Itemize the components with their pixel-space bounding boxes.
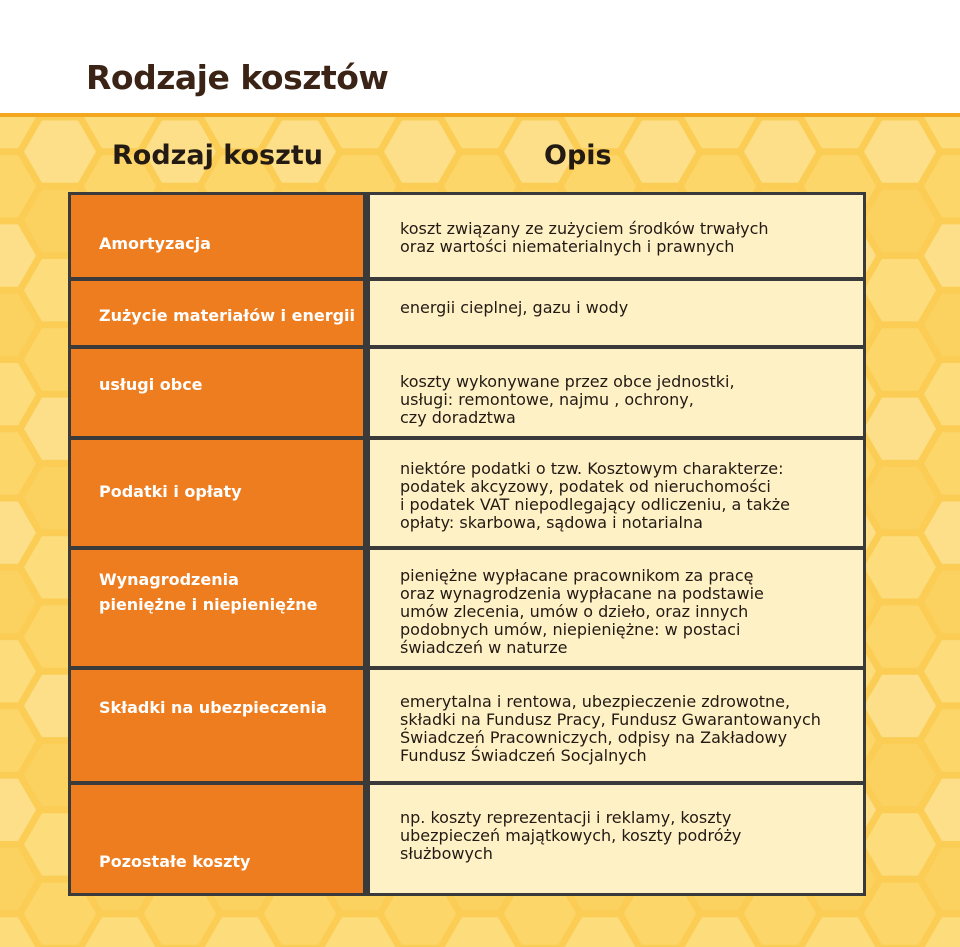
hexagon-tile — [924, 363, 960, 425]
cost-type-cell: usługi obce — [68, 346, 366, 439]
hexagon-tile — [0, 224, 36, 286]
hexagon-tile — [864, 605, 936, 667]
hexagon-tile — [924, 779, 960, 841]
table-row — [68, 437, 866, 549]
hexagon-tile — [924, 848, 960, 910]
hexagon-tile — [804, 917, 876, 947]
hexagon-tile — [804, 117, 876, 148]
hexagon-tile — [0, 571, 36, 633]
hexagon-tile — [0, 363, 36, 425]
cost-description-cell: koszty wykonywane przez obce jednostki, usługi: remontowe, najmu , ochrony, czy doradztwa — [366, 346, 866, 439]
hexagon-tile — [924, 224, 960, 286]
hexagon-tile — [384, 121, 456, 183]
hexagon-tile — [0, 779, 36, 841]
hexagon-tile — [864, 813, 936, 875]
hexagon-tile — [84, 917, 156, 947]
table-row — [68, 346, 866, 439]
hexagon-tile — [0, 155, 36, 217]
hexagon-tile — [864, 467, 936, 529]
hexagon-tile — [864, 328, 936, 390]
hexagon-tile — [864, 121, 936, 183]
hexagon-tile — [864, 883, 936, 945]
cost-type-cell: Składki na ubezpieczenia — [68, 667, 366, 784]
hexagon-tile — [0, 848, 36, 910]
hexagon-tile — [444, 917, 516, 947]
hexagon-tile — [444, 117, 516, 148]
page-title: Rodzaje kosztów — [86, 58, 389, 97]
hexagon-tile — [744, 121, 816, 183]
hexagon-tile — [0, 640, 36, 702]
hexagon-tile — [564, 917, 636, 947]
cost-description-cell: pieniężne wypłacane pracownikom za pracę oraz wynagrodzenia wypłacane na podstawie umów zlecenia, umów o dzieło, oraz innych podobnych umów, niepieniężne: w postaci świadczeń w naturze — [366, 547, 866, 669]
hexagon-tile — [924, 502, 960, 564]
hexagon-tile — [924, 640, 960, 702]
cost-type-cell: Amortyzacja — [68, 192, 366, 280]
cost-type-cell: Podatki i opłaty — [68, 437, 366, 549]
column-header-description: Opis — [544, 140, 612, 171]
hexagon-tile — [924, 432, 960, 494]
hexagon-tile — [324, 917, 396, 947]
cost-description-cell: niektóre podatki o tzw. Kosztowym charakterze: podatek akcyzowy, podatek od nieruchomości i podatek VAT niepodlegający odliczeniu, a także opłaty: skarbowa, sądowa i notarialna — [366, 437, 866, 549]
hexagon-tile — [324, 117, 396, 148]
hexagon-tile — [684, 917, 756, 947]
table-row — [68, 547, 866, 669]
hexagon-tile — [0, 294, 36, 356]
hexagon-tile — [864, 675, 936, 737]
cost-type-cell: Wynagrodzenia pieniężne i niepieniężne — [68, 547, 366, 669]
cost-description-cell: energii cieplnej, gazu i wody — [366, 278, 866, 348]
table-row — [68, 192, 866, 280]
hexagon-tile — [924, 709, 960, 771]
cost-description-cell: np. koszty reprezentacji i reklamy, koszty ubezpieczeń majątkowych, koszty podróży służbowych — [366, 782, 866, 896]
hexagon-tile — [204, 917, 276, 947]
table-row — [68, 782, 866, 896]
hexagon-tile — [864, 398, 936, 460]
hexagon-tile — [684, 117, 756, 148]
hexagon-tile — [864, 536, 936, 598]
cost-description-cell: emerytalna i rentowa, ubezpieczenie zdrowotne, składki na Fundusz Pracy, Fundusz Gwarantowanych Świadczeń Pracowniczych, odpisy na Zakładowy Fundusz Świadczeń Socjalnych — [366, 667, 866, 784]
hexagon-tile — [0, 432, 36, 494]
hexagon-tile — [924, 571, 960, 633]
cost-type-cell: Zużycie materiałów i energii — [68, 278, 366, 348]
column-header-type: Rodzaj kosztu — [112, 140, 323, 171]
hexagon-tile — [24, 121, 96, 183]
hexagon-tile — [864, 259, 936, 321]
table-row — [68, 667, 866, 784]
cost-type-cell: Pozostałe koszty — [68, 782, 366, 896]
hexagon-tile — [0, 709, 36, 771]
hexagon-tile — [0, 502, 36, 564]
hexagon-tile — [924, 294, 960, 356]
hexagon-tile — [624, 121, 696, 183]
table-row — [68, 278, 866, 348]
cost-description-cell: koszt związany ze zużyciem środków trwałych oraz wartości niematerialnych i prawnych — [366, 192, 866, 280]
hexagon-tile — [864, 190, 936, 252]
hexagon-tile — [864, 744, 936, 806]
hexagon-tile — [924, 155, 960, 217]
